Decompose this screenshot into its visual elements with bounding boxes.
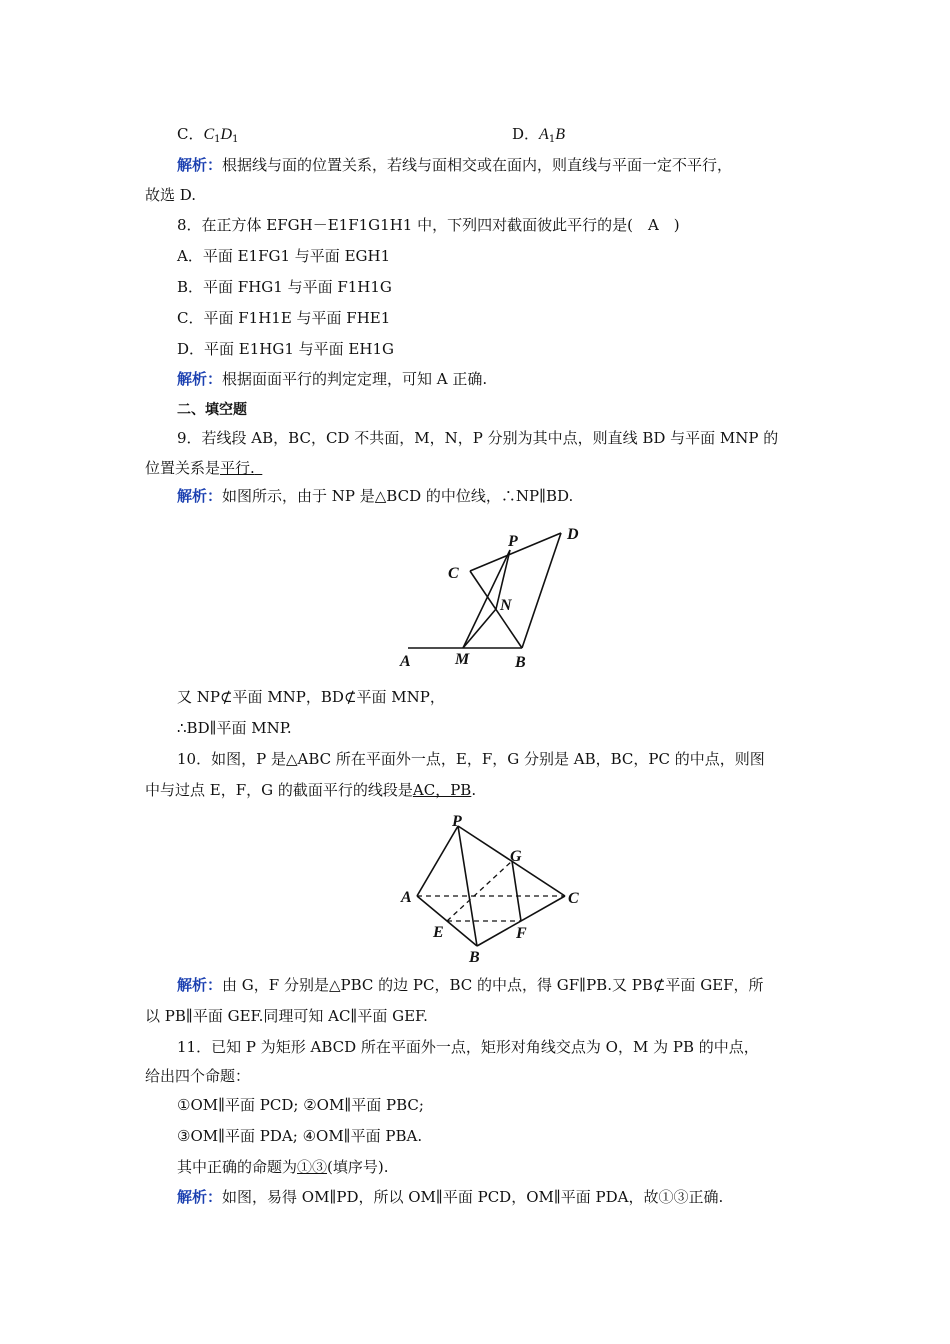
q11-stem-cont: 给出四个命题： bbox=[145, 1067, 251, 1085]
q9-analysis: 解析：如图所示，由于 NP 是△BCD 的中位线，∴NP∥BD. bbox=[177, 487, 574, 505]
q8-option-d: D．平面 E1HG1 与平面 EH1G bbox=[177, 340, 394, 358]
q9-figure bbox=[395, 520, 625, 675]
label-C: C bbox=[568, 890, 579, 907]
q10-analysis: 解析：由 G，F 分别是△PBC 的边 PC，BC 的中点，得 GF∥PB.又 PB⊄平面 GEF，所 bbox=[177, 976, 764, 994]
q8-option-c: C．平面 F1H1E 与平面 FHE1 bbox=[177, 309, 391, 327]
label-F: F bbox=[516, 925, 527, 942]
q7-analysis-cont: 故选 D. bbox=[145, 186, 197, 204]
q8-option-a: A．平面 E1FG1 与平面 EGH1 bbox=[177, 247, 391, 265]
q9-after-2: ∴BD∥平面 MNP. bbox=[177, 719, 292, 737]
label-E: E bbox=[433, 924, 444, 941]
q11-answer-line: 其中正确的命题为①③(填序号). bbox=[177, 1158, 389, 1176]
label-M: M bbox=[455, 651, 470, 668]
q9-after-1: 又 NP⊄平面 MNP，BD⊄平面 MNP， bbox=[177, 688, 445, 706]
section-heading: 二、填空题 bbox=[177, 402, 247, 418]
q11-stem: 11．已知 P 为矩形 ABCD 所在平面外一点，矩形对角线交点为 O，M 为 PB 的中点， bbox=[177, 1038, 759, 1056]
label-N: N bbox=[500, 597, 512, 614]
label-B: B bbox=[469, 949, 480, 966]
q7-analysis: 解析：根据线与面的位置关系，若线与面相交或在面内，则直线与平面一定不平行， bbox=[177, 156, 733, 174]
q10-figure bbox=[395, 810, 595, 970]
q9-answer: 平行. bbox=[220, 459, 255, 477]
label-A: A bbox=[401, 889, 412, 906]
q10-stem-cont: 中与过点 E，F，G 的截面平行的线段是AC，PB. bbox=[145, 781, 477, 799]
label-D: D bbox=[567, 526, 579, 543]
q11-analysis: 解析：如图，易得 OM∥PD，所以 OM∥平面 PCD，OM∥平面 PDA，故①③正确. bbox=[177, 1188, 724, 1206]
q10-answer: AC，PB bbox=[412, 781, 472, 799]
q9-stem: 9．若线段 AB，BC，CD 不共面，M，N，P 分别为其中点，则直线 BD 与平面 MNP 的 bbox=[177, 429, 779, 447]
q10-stem: 10．如图，P 是△ABC 所在平面外一点，E，F，G 分别是 AB，BC，PC 的中点，则图 bbox=[177, 750, 765, 768]
label-P: P bbox=[452, 813, 462, 830]
q7-option-c: C．$C_1D_1$ bbox=[177, 125, 239, 145]
label-B: B bbox=[515, 654, 526, 671]
label-G: G bbox=[510, 848, 522, 865]
q9-stem-cont: 位置关系是平行. bbox=[145, 459, 255, 477]
q8-option-b: B．平面 FHG1 与平面 F1H1G bbox=[177, 278, 392, 296]
analysis-label: 解析： bbox=[177, 156, 223, 174]
label-A: A bbox=[400, 653, 411, 670]
q11-answer: ①③ bbox=[297, 1158, 328, 1176]
q8-analysis: 解析：根据面面平行的判定定理，可知 A 正确. bbox=[177, 370, 488, 388]
q11-props-1: ①OM∥平面 PCD; ②OM∥平面 PBC; bbox=[177, 1096, 424, 1114]
q10-analysis-cont: 以 PB∥平面 GEF.同理可知 AC∥平面 GEF. bbox=[145, 1007, 428, 1025]
q8-stem: 8．在正方体 EFGH－E1F1G1H1 中，下列四对截面彼此平行的是( A ) bbox=[177, 216, 680, 234]
q7-option-d: D．$A_1B$ bbox=[512, 125, 565, 145]
label-C: C bbox=[448, 565, 459, 582]
label-P: P bbox=[508, 533, 518, 550]
q11-props-2: ③OM∥平面 PDA; ④OM∥平面 PBA. bbox=[177, 1127, 423, 1145]
